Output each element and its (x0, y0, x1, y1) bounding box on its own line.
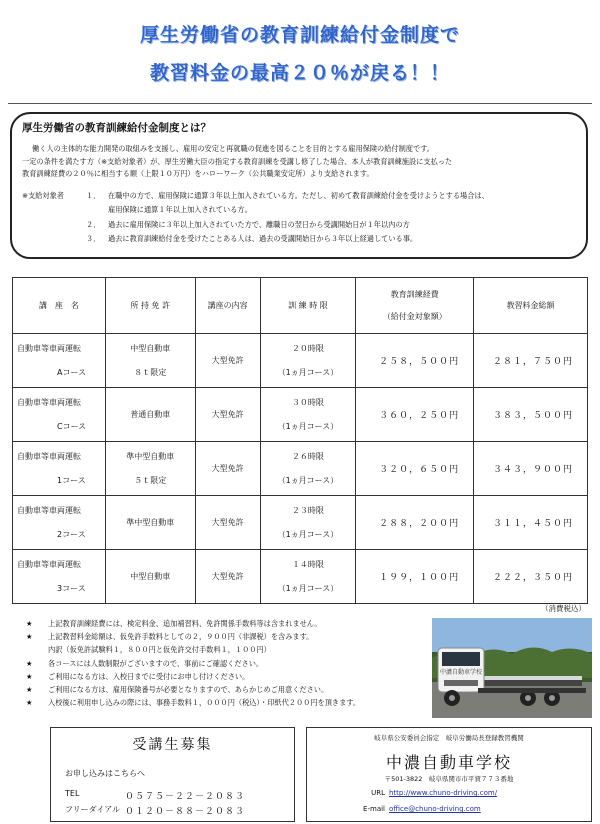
info-paragraph-2b: 教育訓練経費の２０％に相当する額（上限１０万円）をハローワーク（公共職業安定所）より支給されます。 (22, 169, 374, 178)
tel-label: TEL (65, 789, 80, 798)
fee-cell: １９９，１００円 (356, 550, 474, 604)
recruit-title: 受講生募集 (132, 737, 213, 753)
school-name: 中濃自動車学校 (385, 753, 512, 772)
license-limit: ８ｔ限定 (134, 367, 167, 377)
fee-cell: ２８８，２００円 (356, 496, 474, 550)
school-box (306, 727, 592, 822)
course-name: 自動車等車両運転 (17, 451, 81, 461)
header-fee-line-2: （給付金対象額） (382, 311, 447, 321)
star-icon: ★ (26, 671, 33, 681)
note-item (14, 657, 414, 670)
duration-hours: ２０時限 (291, 343, 324, 353)
table-row (13, 550, 588, 604)
school-mail-row (357, 805, 481, 813)
license-cell (105, 496, 195, 550)
license-cell (105, 334, 195, 388)
duration-term: （1ヵ月コース） (277, 529, 339, 539)
headline-line-1: 厚生労働省の教育訓練給付金制度で (139, 24, 460, 46)
fee-cell: ２５８，５００円 (356, 334, 474, 388)
license-cell (105, 388, 195, 442)
freedial-number[interactable]: ０１２０－８８－２０８３ (125, 807, 246, 817)
total-cell: ３１１，４５０円 (474, 496, 588, 550)
content-cell: 大型免許 (195, 388, 260, 442)
eligibility-text-continued: 雇用保険に通算１年以上加入されている方。 (108, 205, 252, 214)
note-item (14, 683, 414, 696)
duration-hours: ３０時限 (291, 397, 324, 407)
content-cell: 大型免許 (195, 550, 260, 604)
headline-line-2: 教習料金の最高２０％が戻る！！ (149, 62, 450, 84)
divider (8, 103, 592, 104)
duration-term: （1ヵ月コース） (277, 367, 339, 377)
course-name-cell (13, 550, 106, 604)
notes-list (14, 617, 414, 709)
total-cell: ３８３，５００円 (474, 388, 588, 442)
course-name-cell (13, 388, 106, 442)
note-item (14, 670, 414, 683)
tel-number[interactable]: ０５７５－２２－２０８３ (125, 792, 246, 802)
header-fee-line-1: 教育訓練経費 (390, 289, 439, 299)
star-icon: ★ (26, 685, 33, 695)
duration-hours: ２３時限 (291, 505, 324, 515)
note-text: ご利用になる方は、入校日までに受付にお申し付けください。 (48, 671, 250, 681)
note-text: 上記教育訓練経費には、検定料金、追加補習料、免許関係手数料等は含まれません。 (48, 619, 322, 628)
eligibility-item (86, 232, 576, 247)
recruit-tel-row (65, 789, 285, 802)
recruit-subtitle: お申し込みはこちらへ (65, 769, 145, 778)
note-text: 入校後に利用申し込みの際には、事務手数料１，０００円（税込）・印紙代２００円を頂きます。 (48, 698, 361, 708)
recruit-box (50, 727, 295, 822)
duration-term: （1ヵ月コース） (277, 583, 339, 593)
duration-cell (260, 496, 356, 550)
duration-hours: ２６時限 (291, 451, 324, 461)
license-name: 準中型自動車 (126, 517, 175, 527)
course-name-cell (13, 496, 106, 550)
header-fee (356, 278, 474, 334)
content-cell: 大型免許 (195, 496, 260, 550)
license-name: 中型自動車 (130, 343, 171, 353)
course-name: 自動車等車両運転 (17, 505, 81, 515)
info-box (10, 112, 588, 259)
course-sub: 3コース (57, 583, 86, 593)
eligibility-number: ３． (86, 234, 101, 243)
course-sub: 1コース (57, 475, 86, 485)
course-sub: 2コース (57, 529, 86, 539)
eligibility-text-line: 在職中の方で、雇用保険に通算３年以上加入されている方。ただし、初めて教育訓練給付金を受けようとする場合は、 (108, 190, 489, 200)
license-cell (105, 550, 195, 604)
eligibility-list (86, 189, 576, 247)
eligibility-section (22, 189, 576, 247)
school-designation: 岐阜県公安委員会指定 岐阜労働局長登録教習機関 (374, 734, 524, 742)
star-icon: ★ (26, 698, 33, 708)
duration-cell (260, 550, 356, 604)
info-title: 厚生労働省の教育訓練給付金制度とは？ (22, 122, 211, 134)
eligibility-heading: ※支給対象者 (22, 190, 64, 200)
school-url-row (357, 789, 497, 797)
duration-cell (260, 442, 356, 496)
eligibility-number: ２． (86, 219, 101, 229)
header-total: 教習料金総額 (474, 278, 588, 334)
recruit-free-row (65, 804, 285, 817)
info-paragraph-1: 働く人の主体的な能力開発の取組みを支援し、雇用の安定と再就職の促進を図ることを目的とする雇用保険の給付制度です。 (32, 144, 434, 153)
license-name: 準中型自動車 (126, 451, 175, 461)
fee-cell: ３２０，６５０円 (356, 442, 474, 496)
star-icon: ★ (26, 619, 33, 628)
eligibility-item (86, 218, 576, 233)
note-text: 内訳（仮免許試験料１，８００円と仮免許交付手数料１，１００円） (48, 645, 271, 655)
license-cell (105, 442, 195, 496)
star-icon (14, 643, 48, 656)
note-text: 上記教習料金総額は、仮免許手数料としての２，９００円（非課税）を含みます。 (48, 632, 314, 642)
total-cell: ３４３，９００円 (474, 442, 588, 496)
duration-cell (260, 334, 356, 388)
eligibility-item (86, 189, 576, 218)
note-item (14, 696, 414, 709)
content-cell: 大型免許 (195, 334, 260, 388)
course-name: 自動車等車両運転 (17, 397, 81, 407)
duration-hours: １４時限 (291, 559, 324, 569)
note-text: 各コースには人数制限がございますので、事前にご確認ください。 (48, 658, 264, 668)
table-row (13, 496, 588, 550)
course-table (12, 277, 588, 604)
course-name-cell (13, 334, 106, 388)
table-row (13, 442, 588, 496)
course-sub: Cコース (57, 421, 87, 431)
freedial-label: フリーダイアル (65, 805, 120, 814)
school-address: 〒501-3822 岐阜県関市市平賀７７３番地 (384, 775, 514, 783)
total-cell: ２８１，７５０円 (474, 334, 588, 388)
license-name: 中型自動車 (130, 571, 171, 581)
course-name: 自動車等車両運転 (17, 559, 81, 569)
star-icon: ★ (26, 658, 33, 668)
note-text: ご利用になる方は、雇用保険番号が必要となりますので、あらかじめご用意ください。 (48, 685, 329, 695)
total-cell: ２２２，３５０円 (474, 550, 588, 604)
header-duration: 訓 練 時 限 (260, 278, 356, 334)
note-item (14, 630, 414, 643)
eligibility-text: 過去に教育訓練給付金を受けたことある人は、過去の受講開始日から３年以上経過している事。 (108, 234, 418, 243)
school-url-link[interactable]: http://www.chuno-driving.com/ (389, 789, 498, 797)
tax-note: （消費税込） (541, 604, 586, 613)
eligibility-text: 過去に雇用保険に３年以上加入されていた方で、離職日の翌日から受講開始日が１年以内の方 (108, 219, 410, 229)
info-paragraph-2a: 一定の条件を満たす方（※支給対象者）が、厚生労働大臣の指定する教育訓練を受講し修了した場合、本人が教育訓練施設に支払った (22, 156, 453, 166)
note-item (14, 643, 414, 656)
license-name: 普通自動車 (130, 409, 171, 419)
star-icon: ★ (26, 632, 33, 642)
content-cell: 大型免許 (195, 442, 260, 496)
license-limit: ５ｔ限定 (134, 475, 167, 485)
course-name: 自動車等車両運転 (17, 343, 81, 353)
header-content: 講座の内容 (195, 278, 260, 334)
school-email-link[interactable]: office@chuno-driving.com (389, 805, 481, 813)
eligibility-number: １． (86, 190, 101, 200)
truck-sign: 中濃自動車学校 (439, 669, 483, 676)
header-course: 講 座 名 (13, 278, 106, 334)
table-header-row (13, 278, 588, 334)
email-label: E-mail (363, 805, 385, 813)
duration-cell (260, 388, 356, 442)
url-label: URL (371, 789, 385, 797)
note-item (14, 617, 414, 630)
truck-photo (432, 618, 592, 718)
course-name-cell (13, 442, 106, 496)
fee-cell: ３６０，２５０円 (356, 388, 474, 442)
eligibility-text (108, 189, 576, 218)
duration-term: （1ヵ月コース） (277, 421, 339, 431)
course-sub: Aコース (57, 367, 87, 377)
table-row (13, 334, 588, 388)
duration-term: （1ヵ月コース） (277, 475, 339, 485)
header-license: 所 持 免 許 (105, 278, 195, 334)
table-row (13, 388, 588, 442)
